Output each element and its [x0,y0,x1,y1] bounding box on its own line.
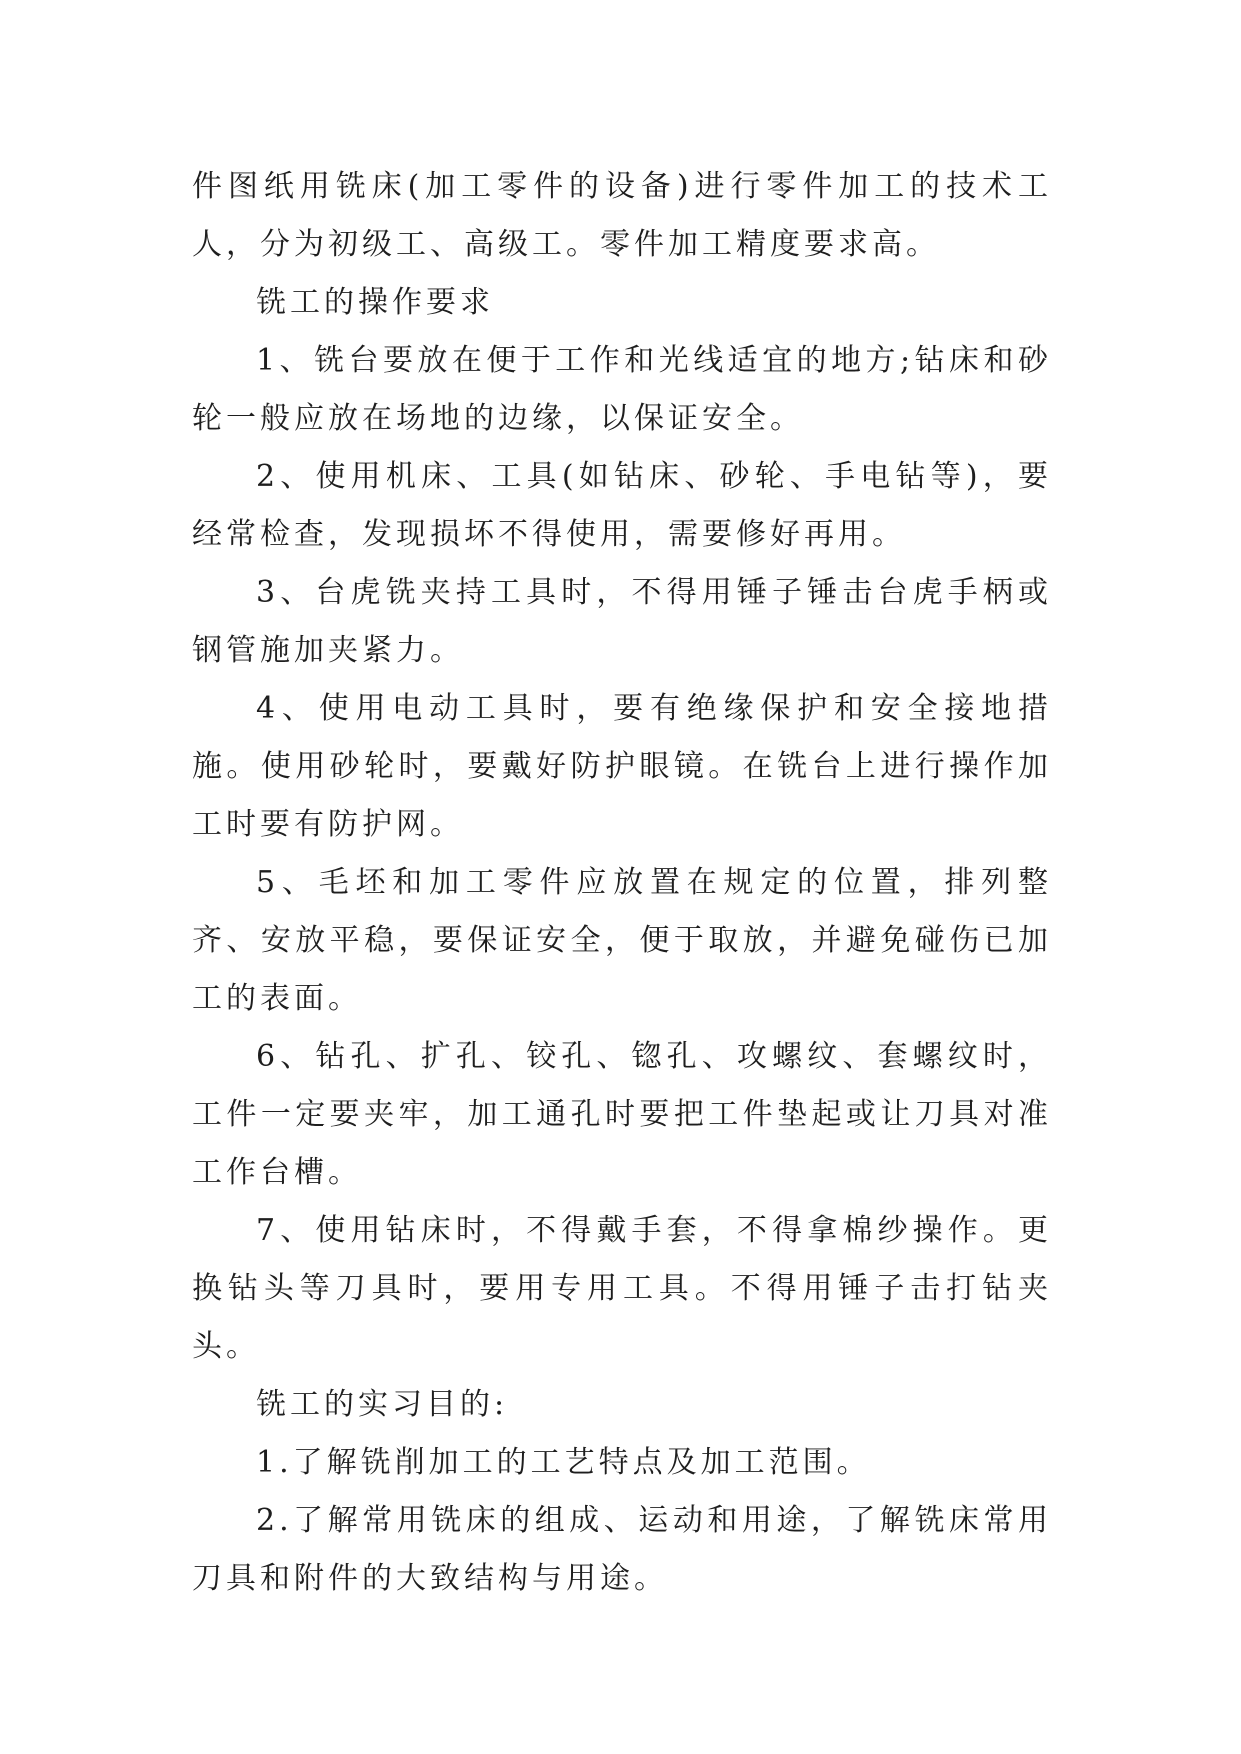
list-item-goal-1: 1.了解铣削加工的工艺特点及加工范围。 [256,1445,871,1480]
section-heading-training-goals: 铣工的实习目的: [256,1387,509,1422]
list-item-requirement-4: 4、使用电动工具时，要有绝缘保护和安全接地措施。使用砂轮时，要戴好防护眼镜。在铣台上进行操作加工时要有防护网。 [192,691,1052,842]
list-item-requirement-7: 7、使用钻床时，不得戴手套，不得拿棉纱操作。更换钻头等刀具时，要用专用工具。不得用锤子击打钻夹头。 [192,1213,1052,1364]
list-item-goal-2: 2.了解常用铣床的组成、运动和用途，了解铣床常用刀具和附件的大致结构与用途。 [192,1503,1052,1596]
list-item-requirement-2: 2、使用机床、工具(如钻床、砂轮、手电钻等)，要经常检查，发现损坏不得使用，需要修好再用。 [192,459,1052,552]
list-item-requirement-5: 5、毛坯和加工零件应放置在规定的位置，排列整齐、安放平稳，要保证安全，便于取放，并避免碰伤已加工的表面。 [192,865,1052,1016]
paragraph-continuation: 件图纸用铣床(加工零件的设备)进行零件加工的技术工人，分为初级工、高级工。零件加工精度要求高。 [192,169,1052,262]
list-item-requirement-3: 3、台虎铣夹持工具时，不得用锤子锤击台虎手柄或钢管施加夹紧力。 [192,575,1052,668]
list-item-requirement-6: 6、钻孔、扩孔、铰孔、锪孔、攻螺纹、套螺纹时，工件一定要夹牢，加工通孔时要把工件垫起或让刀具对准工作台槽。 [192,1039,1052,1190]
section-heading-operation-requirements: 铣工的操作要求 [256,285,494,320]
document-body [192,158,1052,1608]
list-item-requirement-1: 1、铣台要放在便于工作和光线适宜的地方;钻床和砂轮一般应放在场地的边缘，以保证安全。 [192,343,1052,436]
